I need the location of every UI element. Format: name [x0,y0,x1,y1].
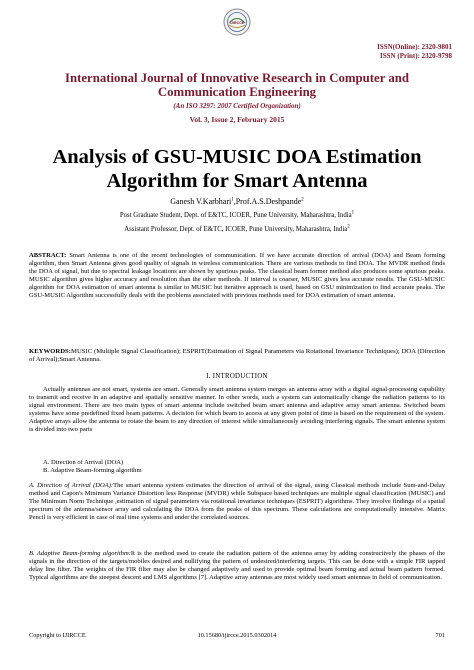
affiliation-1-text: Post Graduate Student, Dept. of E&TC, ICOER, Pune University, Maharashtra, India [119,212,352,219]
issn-print: ISSN (Print): 2320-9798 [380,51,452,60]
author-2-sup: 2 [301,197,304,203]
author-1: Ganesh V.Karbhari [170,197,232,206]
affiliation-2 [0,226,474,233]
svg-text:IJIRCCE: IJIRCCE [229,21,245,25]
journal-logo-icon [223,8,251,36]
affiliation-2-text: Assistant Professor, Dept. of E&TC, ICOER, Pune University, Maharashtra, India [124,226,348,233]
abstract [29,252,445,301]
keywords-text: MUSIC (Multiple Signal Classification); ESPRIT(Estimation of Signal Parameters via Rotational Invariance Techniques); DOA (Direction of Arrival);Smart Antenna. [29,348,445,364]
iso-certification: (An ISO 3297: 2007 Certified Organization) [173,102,301,110]
intro-list [43,459,443,475]
footer-doi: 10.15680/ijircce.2015.0302014 [197,632,277,639]
beamforming-text: It is the method used to create the radiation pattern of the antenna array by adding constructively the phases of the signals in the direction of the targets/mobiles desired and nullifying the pattern of undesired/interfering targets. This can be done with a simple FIR tapped delay line filter. The weights of the FIR filter may also be changed adaptively and used to provide optimal beam forming and actual beam pattern formed. Typical algorithms are the steepest descent and LMS algorithms [7]. Adaptive array antennas are most widely used smart antennas in field of communication. [29,550,445,582]
doa-subheading: A. Direction of Arrival (DOA): [29,482,114,489]
intro-paragraph-doa [29,482,445,522]
affiliation-2-sup: 2 [347,224,350,230]
abstract-label: ABSTRACT: [29,252,67,259]
affiliation-1-sup: 1 [351,210,355,216]
author-1-sup: 1 [231,197,234,203]
footer-copyright: Copyright to IJIRCCE [29,632,86,639]
author-list [0,197,474,206]
author-2: ,Prof.A.S.Deshpande [233,197,302,206]
abstract-text: Smart Antenna is one of the recent technologies of communication. If we have accurate direction of arrival (DOA) and Beam forming algorithm, then Smart Antenna gives good quality of signals in wireless communication. There are various methods to find DOA. The MVDR method finds the DOA of signal, but due to spectral leakage locations are shown by spurious peaks. The classical beam former method also produces some spurious peaks. MUSIC algorithm gives higher accuracy and resolution than the other methods. If interval is coarser, MUSIC gives less accurate results. The GSU-MUSIC algorithm for DOA estimation of smart antenna is similar to MUSIC but iterative approach is used, based on GSU minimization to find accurate peaks. The GSU-MUSIC Algorithm successfully deals with the problems associated with previous methods used for DOA estimation of smart antenna. [29,252,445,300]
section-heading-introduction: I. INTRODUCTION [206,373,268,380]
affiliation-1 [0,212,474,219]
footer-page-number: 701 [435,632,445,639]
keywords [29,348,445,364]
list-item: B. Adaptive Beam-forming algorithm [43,467,142,475]
paper-title: Analysis of GSU-MUSIC DOA Estimation Algorithm for Smart Antenna [52,146,422,192]
intro-paragraph-beamforming [29,550,445,582]
journal-title: International Journal of Innovative Research in Computer and Communication Engineering [65,71,409,99]
issn-online: ISSN(Online): 2320-9801 [377,43,452,51]
beamforming-subheading: B. Adaptive Beam-forming algorithm: [29,550,131,557]
keywords-label: KEYWORDS: [29,348,71,355]
issn-block [377,43,452,60]
volume-issue: Vol. 3, Issue 2, February 2015 [189,115,285,124]
doa-text: The smart antenna system estimates the direction of arrival of the signal, using Classical methods include Sum-and-Delay method and Capon's Minimum Variance Distortion less Response (MVDR) while Subspace based techniques are multiple signal classification (MUSIC) and The Minimum Norm Technique ,estimation of signal parameters via rotational invariance techniques (ESPRIT) algorithms. They involve findings of a spatial spectrum of the antenna/sensor array and calculating the DOA from the peaks of this spectrum. These calculations are computationally intensive. Matrix Pencil is very efficient in case of real time systems and under the correlated sources. [29,482,446,522]
intro-paragraph-1: Actually antennas are not smart, systems are smart. Generally smart antenna system merges an antenna array with a digital signal-processing capability to transmit and receive in an adaptive and spatially sensitive manner. In other words, such a system can automatically change the radiation patterns to its signal environment. There are two main types of smart antenna include switched beam smart antenna and adaptive array smart antenna. Switched beam systems have some predefined fixed beam patterns. A decision for which beam to access at any given point of time is based on the requirement of the system. Adaptive arrays allow the antenna to rotate the beam to any direction of interest while simultaneously avoiding interfering signals. The smart antenna system is divided into two parts [29,386,445,434]
list-item: A. Direction of Arrival (DOA) [43,459,124,466]
